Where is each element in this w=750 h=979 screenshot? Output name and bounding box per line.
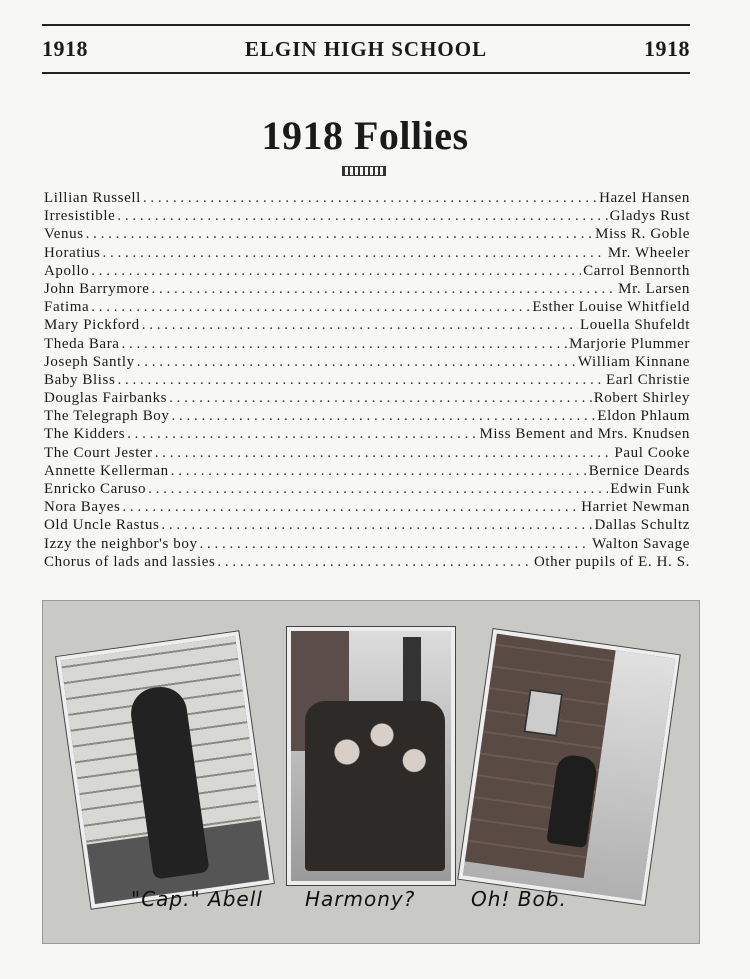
cast-actor: Earl Christie: [605, 371, 690, 388]
dot-leader: [122, 498, 579, 516]
photo-harmony: [287, 627, 455, 885]
cast-actor: William Kinnane: [577, 353, 690, 370]
cast-role: Izzy the neighbor's boy: [44, 535, 198, 552]
cast-role: Fatima: [44, 299, 90, 316]
cast-row: [44, 425, 690, 443]
cast-row: [44, 207, 690, 225]
page-title: 1918 Follies: [261, 113, 469, 158]
cast-role: Apollo: [44, 262, 90, 279]
cast-actor: Robert Shirley: [593, 390, 690, 407]
dot-leader: [102, 244, 605, 262]
cast-role: Old Uncle Rastus: [44, 517, 160, 534]
cast-role: Theda Bara: [44, 335, 120, 352]
cast-actor: Hazel Hansen: [599, 190, 690, 206]
cast-actor: Eldon Phlaum: [597, 408, 690, 425]
cast-row: [44, 498, 690, 516]
dot-leader: [117, 207, 607, 225]
cast-actor: Miss R. Goble: [595, 226, 690, 243]
dot-leader: [117, 371, 604, 389]
cast-row: [44, 516, 690, 534]
cast-row: [44, 189, 690, 207]
cast-role: Mary Pickford: [44, 317, 140, 334]
cast-actor: Other pupils of E. H. S.: [533, 553, 690, 570]
cast-actor: Mr. Wheeler: [607, 244, 690, 261]
cast-row: [44, 480, 690, 498]
photo-panel: [42, 600, 700, 944]
cast-role: Lillian Russell: [44, 190, 141, 206]
cast-row: [44, 444, 690, 462]
cast-actor: Dallas Schultz: [594, 517, 690, 534]
dot-leader: [217, 553, 532, 571]
cast-role: Venus: [44, 226, 84, 243]
cast-role: John Barrymore: [44, 280, 150, 297]
dot-leader: [127, 425, 477, 443]
header-school-name: ELGIN HIGH SCHOOL: [244, 36, 488, 61]
dot-leader: [171, 462, 587, 480]
cast-list: [44, 189, 690, 571]
dot-leader: [169, 389, 592, 407]
photo-cap-abell: [56, 631, 274, 908]
cast-role: Enricko Caruso: [44, 481, 147, 497]
cast-actor: Gladys Rust: [609, 208, 690, 225]
cast-row: [44, 389, 690, 407]
cast-role: The Telegraph Boy: [44, 408, 170, 425]
cast-row: [44, 280, 690, 298]
cast-actor: Louella Shufeldt: [580, 317, 690, 334]
dot-leader: [142, 316, 578, 334]
cast-actor: Mr. Larsen: [618, 280, 690, 297]
photo-oh-bob: [458, 629, 679, 905]
group-of-students: [305, 701, 445, 871]
dot-leader: [148, 480, 608, 498]
cast-actor: Miss Bement and Mrs. Knudsen: [479, 426, 690, 443]
cast-role: The Court Jester: [44, 444, 153, 461]
cast-role: The Kidders: [44, 426, 126, 443]
dot-leader: [151, 280, 616, 298]
cast-actor: Marjorie Plummer: [569, 335, 690, 352]
dot-leader: [122, 335, 568, 353]
dot-leader: [172, 407, 596, 425]
cast-actor: Carrol Bennorth: [583, 262, 690, 279]
cast-row: [44, 244, 690, 262]
ornament-divider: [342, 166, 386, 176]
cast-role: Horatius: [44, 244, 101, 261]
cast-row: [44, 335, 690, 353]
dot-leader: [91, 262, 581, 280]
cast-actor: Edwin Funk: [610, 481, 690, 497]
cast-row: [44, 225, 690, 243]
dot-leader: [155, 444, 613, 462]
cast-role: Nora Bayes: [44, 499, 121, 516]
cast-row: [44, 407, 690, 425]
cast-row: [44, 462, 690, 480]
cast-actor: Walton Savage: [592, 535, 690, 552]
cast-actor: Harriet Newman: [581, 499, 690, 516]
cast-row: [44, 353, 690, 371]
cast-row: [44, 262, 690, 280]
cast-actor: Paul Cooke: [614, 444, 690, 461]
cast-role: Annette Kellerman: [44, 462, 169, 479]
cast-row: [44, 298, 690, 316]
cast-row: [44, 371, 690, 389]
dot-leader: [143, 189, 597, 207]
dot-leader: [200, 535, 591, 553]
cast-role: Douglas Fairbanks: [44, 390, 168, 407]
header-year-right: 1918: [644, 36, 690, 61]
cast-role: Joseph Santly: [44, 353, 135, 370]
cast-role: Baby Bliss: [44, 371, 116, 388]
cast-row: [44, 553, 690, 571]
cast-row: [44, 316, 690, 334]
caption-cap-abell: "Cap." Abell: [131, 887, 263, 911]
caption-harmony: Harmony?: [305, 887, 416, 911]
cast-role: Irresistible: [44, 208, 116, 225]
dot-leader: [161, 516, 592, 534]
cast-actor: Bernice Deards: [588, 462, 690, 479]
cast-actor: Esther Louise Whitfield: [532, 299, 690, 316]
dot-leader: [86, 225, 593, 243]
dot-leader: [137, 353, 576, 371]
caption-oh-bob: Oh! Bob.: [471, 887, 567, 911]
cast-row: [44, 535, 690, 553]
dot-leader: [91, 298, 530, 316]
cast-role: Chorus of lads and lassies: [44, 553, 216, 570]
page-header: [42, 24, 690, 74]
header-year-left: 1918: [42, 36, 88, 61]
